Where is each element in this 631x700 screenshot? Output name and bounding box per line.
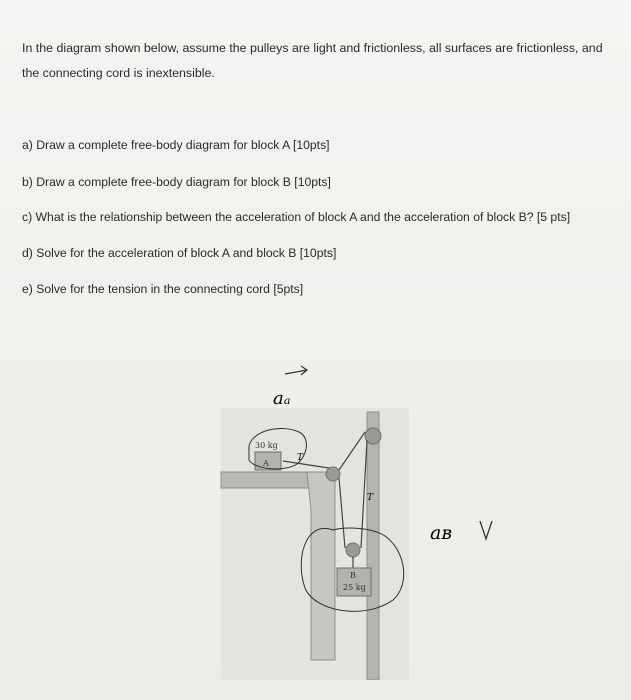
block-b-label: B [350,571,356,580]
corner-pulley-icon [326,467,340,481]
vertical-rod [367,412,379,680]
question-e: e) Solve for the tension in the connecting cord [5pts] [22,282,304,296]
table-support [307,472,335,660]
movable-pulley-icon [346,543,360,557]
question-a: a) Draw a complete free-body diagram for block A [10pts] [22,138,330,152]
pulley-diagram [215,360,415,680]
block-b-mass: 25 kg [343,583,366,592]
question-d: d) Solve for the acceleration of block A and block B [10pts] [22,246,337,260]
accel-a-label: aₐ [273,388,291,409]
problem-intro: In the diagram shown below, assume the pulleys are light and frictionless, all surfaces are frictionless, and the connecting cord is inextensible. [22,41,603,80]
accel-a-arrow-icon [285,366,307,375]
accel-b-label: aʙ [430,522,453,544]
tension-b-label: T [367,493,374,503]
tension-a-label: T [297,453,304,463]
block-a-label: A [263,459,269,468]
table-ledge [221,472,313,488]
accel-b-arrow-icon [480,521,492,539]
question-c: c) What is the relationship between the acceleration of block A and the acceleration of block B? [5 pts] [22,210,571,224]
block-a-mass: 30 kg [255,441,278,450]
accel-b-annotation [428,513,508,553]
question-b: b) Draw a complete free-body diagram for block B [10pts] [22,175,331,189]
